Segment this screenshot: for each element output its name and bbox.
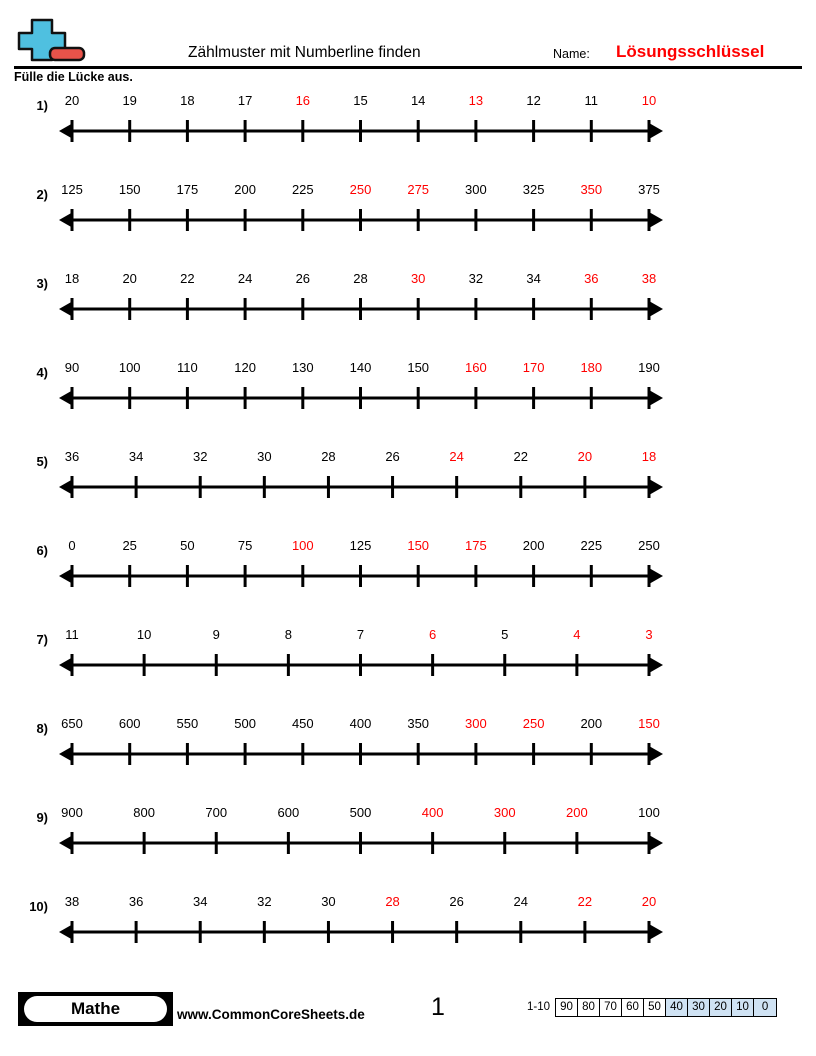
answer-key-label: Lösungsschlüssel	[616, 42, 765, 61]
number-line-labels	[57, 893, 665, 915]
number-line-answer-label: 20	[577, 449, 593, 464]
number-line-label: 36	[128, 894, 144, 909]
number-line-axis	[57, 472, 665, 508]
problem-row	[0, 181, 816, 270]
number-line-label: 38	[64, 894, 80, 909]
problem-row	[0, 626, 816, 715]
number-line-label: 24	[237, 271, 253, 286]
number-line-answer-label: 350	[580, 182, 603, 197]
number-line-labels	[57, 92, 665, 114]
number-line-axis	[57, 739, 665, 775]
number-line	[57, 448, 665, 508]
number-line-answer-label: 175	[465, 538, 487, 553]
number-line	[57, 537, 665, 597]
number-line-label: 25	[122, 538, 137, 553]
number-line	[57, 181, 665, 241]
number-line-label: 17	[237, 93, 253, 108]
number-line-label: 24	[513, 894, 528, 909]
website-url: www.CommonCoreSheets.de	[177, 1007, 365, 1022]
number-line-labels	[57, 359, 665, 381]
number-line-label: 150	[118, 182, 141, 197]
number-line	[57, 92, 665, 152]
number-line	[57, 804, 665, 864]
problem-row	[0, 359, 816, 448]
number-line-label: 26	[295, 271, 311, 286]
number-line-answer-label: 4	[573, 627, 581, 642]
number-line-answer-label: 30	[410, 271, 426, 286]
number-line-answer-label: 180	[580, 360, 603, 375]
number-line-label: 500	[234, 716, 256, 731]
number-line-label: 8	[284, 627, 292, 642]
number-line-answer-label: 300	[493, 805, 516, 820]
number-line-label: 130	[291, 360, 314, 375]
number-line-axis	[57, 828, 665, 864]
number-line-label: 600	[277, 805, 300, 820]
number-line-answer-label: 36	[584, 271, 599, 286]
number-line-axis	[57, 650, 665, 686]
score-scale-cell: 70	[600, 999, 622, 1016]
number-line-axis	[57, 917, 665, 953]
number-line-label: 600	[118, 716, 141, 731]
number-line-axis	[57, 294, 665, 330]
number-line-label: 100	[638, 805, 660, 820]
number-line-label: 120	[234, 360, 256, 375]
problem-row	[0, 804, 816, 893]
number-line-label: 32	[192, 449, 208, 464]
number-line-label: 30	[257, 449, 272, 464]
number-line-answer-label: 275	[407, 182, 430, 197]
page-number: 1	[431, 993, 445, 1021]
score-scale-cell: 30	[688, 999, 710, 1016]
number-line-label: 225	[580, 538, 603, 553]
problem-number: 8)	[36, 721, 48, 736]
number-line-answer-label: 400	[421, 805, 444, 820]
number-line-labels	[57, 715, 665, 737]
number-line-label: 300	[465, 182, 487, 197]
number-line-answer-label: 170	[522, 360, 545, 375]
number-line-label: 200	[522, 538, 545, 553]
problem-number: 6)	[36, 543, 48, 558]
number-line-labels	[57, 626, 665, 648]
number-line-label: 140	[349, 360, 372, 375]
score-scale-cell: 50	[644, 999, 666, 1016]
number-line-label: 250	[638, 538, 660, 553]
number-line-label: 22	[513, 449, 528, 464]
number-line-answer-label: 100	[291, 538, 314, 553]
number-line-label: 10	[136, 627, 152, 642]
score-scale-cell: 90	[556, 999, 578, 1016]
number-line-label: 375	[638, 182, 660, 197]
problem-number: 10)	[29, 899, 48, 914]
number-line-label: 22	[180, 271, 195, 286]
number-line-answer-label: 250	[349, 182, 372, 197]
problem-row	[0, 270, 816, 359]
number-line-label: 28	[321, 449, 336, 464]
number-line-labels	[57, 448, 665, 470]
score-scale-cell: 40	[666, 999, 688, 1016]
problem-number: 2)	[36, 187, 48, 202]
number-line	[57, 626, 665, 686]
number-line	[57, 270, 665, 330]
number-line-label: 32	[468, 271, 484, 286]
number-line-label: 200	[580, 716, 603, 731]
page-footer	[0, 990, 816, 1056]
number-line-label: 5	[501, 627, 509, 642]
number-line-answer-label: 200	[566, 805, 588, 820]
number-line-answer-label: 10	[641, 93, 657, 108]
plus-minus-logo-icon	[14, 16, 88, 64]
number-line-label: 50	[180, 538, 195, 553]
number-line-answer-label: 18	[641, 449, 657, 464]
number-line-labels	[57, 804, 665, 826]
number-line-label: 20	[122, 271, 137, 286]
problem-row	[0, 92, 816, 181]
problem-number: 7)	[36, 632, 48, 647]
score-scale-cell: 20	[710, 999, 732, 1016]
number-line-label: 11	[65, 627, 79, 642]
score-scale	[527, 998, 777, 1017]
problem-number: 1)	[36, 98, 48, 113]
number-line-label: 15	[353, 93, 368, 108]
number-line-label: 32	[257, 894, 272, 909]
number-line-axis	[57, 116, 665, 152]
number-line-label: 75	[237, 538, 253, 553]
subject-badge-label: Mathe	[24, 996, 167, 1022]
number-line-label: 18	[64, 271, 80, 286]
number-line-label: 225	[291, 182, 314, 197]
problem-row	[0, 715, 816, 804]
number-line-answer-label: 24	[449, 449, 464, 464]
number-line-answer-label: 28	[385, 894, 400, 909]
number-line-label: 400	[349, 716, 372, 731]
number-line-axis	[57, 205, 665, 241]
number-line-label: 190	[638, 360, 660, 375]
number-line	[57, 893, 665, 953]
number-line-label: 125	[349, 538, 372, 553]
number-line-answer-label: 22	[577, 894, 593, 909]
number-line-answer-label: 13	[468, 93, 484, 108]
number-line-label: 9	[212, 627, 220, 642]
number-line	[57, 359, 665, 419]
number-line-label: 500	[349, 805, 372, 820]
number-line-answer-label: 150	[407, 538, 430, 553]
number-line-label: 900	[61, 805, 83, 820]
number-line-answer-label: 20	[641, 894, 657, 909]
number-line-label: 150	[407, 360, 430, 375]
number-line-label: 110	[177, 360, 198, 375]
number-line-label: 550	[176, 716, 199, 731]
number-line-answer-label: 300	[465, 716, 487, 731]
number-line-label: 20	[64, 93, 80, 108]
number-line-answer-label: 250	[522, 716, 545, 731]
number-line-label: 450	[291, 716, 314, 731]
number-line-answer-label: 3	[645, 627, 653, 642]
problem-row	[0, 893, 816, 982]
problem-list	[0, 92, 816, 982]
number-line-answer-label: 150	[638, 716, 660, 731]
number-line-label: 11	[584, 93, 599, 108]
number-line-label: 26	[385, 449, 400, 464]
problem-number: 5)	[36, 454, 48, 469]
number-line	[57, 715, 665, 775]
number-line-label: 7	[356, 627, 365, 642]
score-scale-cell: 0	[754, 999, 776, 1016]
number-line-labels	[57, 270, 665, 292]
score-scale-cell: 80	[578, 999, 600, 1016]
number-line-label: 36	[64, 449, 80, 464]
number-line-label: 100	[118, 360, 141, 375]
score-scale-cells	[555, 998, 777, 1017]
number-line-label: 90	[64, 360, 80, 375]
number-line-label: 34	[526, 271, 541, 286]
number-line-label: 34	[128, 449, 144, 464]
number-line-answer-label: 6	[429, 627, 437, 642]
number-line-axis	[57, 561, 665, 597]
number-line-label: 700	[205, 805, 228, 820]
number-line-answer-label: 160	[465, 360, 487, 375]
number-line-answer-label: 16	[295, 93, 311, 108]
number-line-label: 18	[180, 93, 195, 108]
number-line-label: 650	[61, 716, 83, 731]
problem-number: 3)	[36, 276, 48, 291]
page-title: Zählmuster mit Numberline finden	[188, 44, 421, 61]
score-scale-cell: 10	[732, 999, 754, 1016]
problem-row	[0, 537, 816, 626]
instructions-text: Fülle die Lücke aus.	[14, 70, 133, 84]
number-line-answer-label: 38	[641, 271, 657, 286]
number-line-label: 28	[353, 271, 368, 286]
number-line-label: 325	[522, 182, 545, 197]
problem-number: 9)	[36, 810, 48, 825]
score-scale-cell: 60	[622, 999, 644, 1016]
number-line-labels	[57, 537, 665, 559]
number-line-label: 175	[176, 182, 199, 197]
number-line-label: 350	[407, 716, 430, 731]
page-header	[0, 0, 816, 84]
number-line-label: 12	[526, 93, 541, 108]
number-line-label: 19	[122, 93, 137, 108]
number-line-label: 125	[61, 182, 83, 197]
number-line-label: 800	[133, 805, 155, 820]
problem-row	[0, 448, 816, 537]
number-line-axis	[57, 383, 665, 419]
name-label: Name:	[553, 47, 590, 61]
number-line-label: 34	[192, 894, 208, 909]
number-line-label: 200	[234, 182, 256, 197]
number-line-label: 30	[321, 894, 336, 909]
number-line-label: 14	[410, 93, 426, 108]
number-line-label: 0	[68, 538, 76, 553]
score-scale-range: 1-10	[527, 1001, 551, 1013]
number-line-labels	[57, 181, 665, 203]
subject-badge	[18, 992, 173, 1026]
number-line-label: 26	[449, 894, 464, 909]
problem-number: 4)	[36, 365, 48, 380]
